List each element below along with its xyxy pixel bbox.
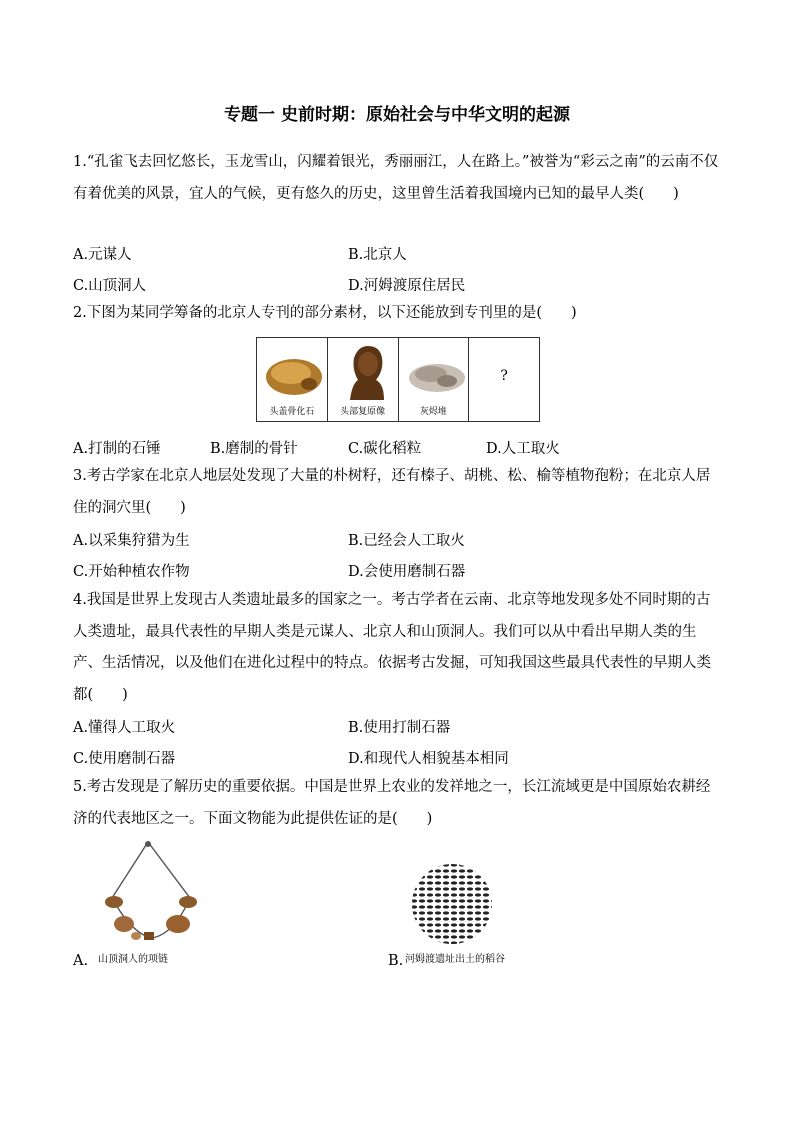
ash-pile-icon <box>399 346 474 406</box>
rice-grains-icon <box>410 862 494 946</box>
q1-option-c: C.山顶洞人 <box>73 278 147 294</box>
page-title: 专题一 史前时期：原始社会与中华文明的起源 <box>224 105 570 125</box>
necklace-icon <box>92 838 212 950</box>
q4-option-c: C.使用磨制石器 <box>73 751 176 767</box>
q1-option-a: A.元谋人 <box>73 247 132 263</box>
q2-option-c: C.碳化稻粒 <box>348 441 422 457</box>
question-4-stem: 4.我国是世界上发现古人类遗址最多的国家之一。考古学者在云南、北京等地发现多处不同时期的古人类遗址，最具代表性的早期人类是元谋人、北京人和山顶洞人。我们可以从中看出早期人类的生产、生活情况，以及他们在进化过程中的特点。依据考古发掘，可知我国这些最具代表性的早期人类都( ) <box>73 592 711 703</box>
q3-option-d: D.会使用磨制石器 <box>348 564 466 580</box>
ash-pile-image <box>399 338 470 421</box>
q1-option-b: B.北京人 <box>348 247 407 263</box>
q2-option-a: A.打制的石锤 <box>73 441 161 457</box>
q5-option-a-label: A. <box>73 953 89 969</box>
q5-option-b-caption: 河姆渡遗址出土的稻谷 <box>405 954 505 965</box>
question-2-stem: 2.下图为某同学筹备的北京人专刊的部分素材，以下还能放到专刊里的是( ) <box>73 305 577 321</box>
q2-option-d: D.人工取火 <box>486 441 560 457</box>
head-bust-icon <box>328 340 403 406</box>
q2-option-b: B.磨制的骨针 <box>210 441 298 457</box>
skull-fossil-image <box>257 338 328 421</box>
question-1-stem: 1.“孔雀飞去回忆悠长，玉龙雪山，闪耀着银光，秀丽丽江，人在路上。”被誉为“彩云之南”的云南不仅有着优美的风景，宜人的气候，更有悠久的历史，这里曾生活着我国境内已知的最早人类( ) <box>73 154 719 202</box>
q3-option-b: B.已经会人工取火 <box>348 533 465 549</box>
question-mark: ? <box>500 368 508 384</box>
q4-option-b: B.使用打制石器 <box>348 720 451 736</box>
question-5-stem: 5.考古发现是了解历史的重要依据。中国是世界上农业的发祥地之一，长江流域更是中国原始农耕经济的代表地区之一。下面文物能为此提供佐证的是( ) <box>73 779 711 827</box>
q5-option-b-label: B. <box>388 953 404 969</box>
q5-option-a-caption: 山顶洞人的项链 <box>98 954 168 965</box>
head-reconstruction-caption: 头部复原像 <box>340 407 386 417</box>
skull-fossil-icon <box>257 344 332 404</box>
skull-fossil-caption: 头盖骨化石 <box>269 407 315 417</box>
ash-pile-caption: 灰烬堆 <box>419 407 447 417</box>
q3-option-a: A.以采集狩猎为生 <box>73 533 190 549</box>
q2-image-strip <box>256 337 540 422</box>
q4-option-d: D.和现代人相貌基本相同 <box>348 751 509 767</box>
unknown-item-cell <box>469 338 539 421</box>
q1-option-d: D.河姆渡原住居民 <box>348 278 466 294</box>
q4-option-a: A.懂得人工取火 <box>73 720 176 736</box>
question-3-stem: 3.考古学家在北京人地层处发现了大量的朴树籽，还有榛子、胡桃、松、榆等植物孢粉；在北京人居住的洞穴里( ) <box>73 468 711 516</box>
head-reconstruction-image <box>328 338 399 421</box>
q3-option-c: C.开始种植农作物 <box>73 564 190 580</box>
